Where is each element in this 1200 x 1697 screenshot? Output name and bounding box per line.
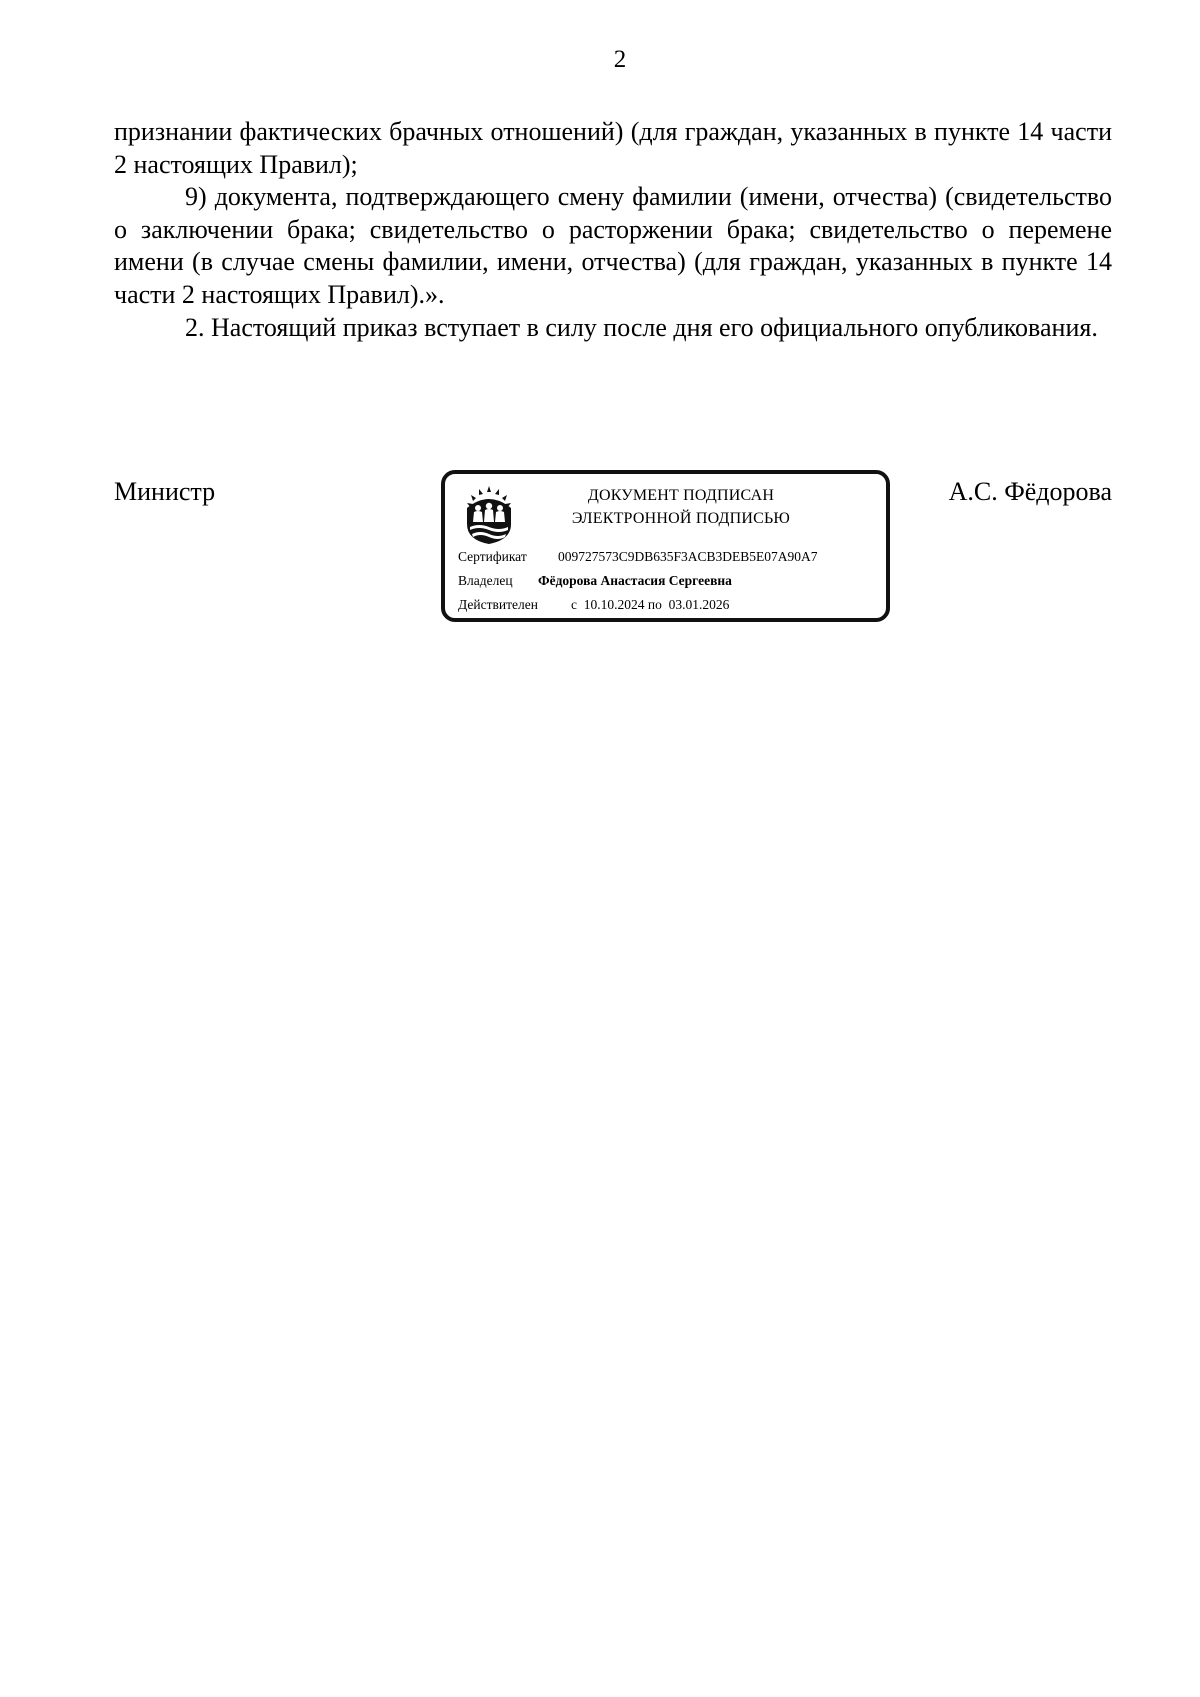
- stamp-owner-row: [458, 572, 732, 590]
- validity-label: Действителен: [458, 597, 538, 612]
- stamp-title-line-1: ДОКУМЕНТ ПОДПИСАН: [587, 487, 775, 504]
- document-body: [114, 116, 1112, 344]
- signature-block: [114, 470, 1112, 630]
- validity-value: с 10.10.2024 по 03.01.2026: [571, 597, 730, 612]
- paragraph-point-2: 2. Настоящий приказ вступает в силу после дня его официального опубликования.: [185, 312, 1098, 342]
- stamp-certificate-row: [458, 548, 818, 566]
- regional-coat-of-arms-icon: [461, 484, 517, 546]
- certificate-value: 009727573C9DB635F3ACB3DEB5E07A90A7: [558, 549, 818, 564]
- electronic-signature-stamp: [441, 470, 890, 622]
- certificate-label: Сертификат: [458, 549, 527, 564]
- stamp-validity-row: [458, 596, 729, 614]
- page-number: 2: [613, 46, 627, 73]
- signer-name: А.С. Фёдорова: [948, 477, 1112, 506]
- owner-label: Владелец: [458, 573, 513, 588]
- stamp-title-line-2: ЭЛЕКТРОННОЙ ПОДПИСЬЮ: [571, 510, 791, 527]
- paragraph-continuation: признании фактических брачных отношений) (для граждан, указанных в пункте 14 части 2 настоящих Правил);: [114, 117, 1112, 179]
- stamp-title: [541, 484, 821, 530]
- paragraph-item-9: 9) документа, подтверждающего смену фамилии (имени, отчества) (свидетельство о заключении брака; свидетельство о расторжении брака; свидетельство о перемене имени (в случае смены фамилии, имени, отчества) (для граждан, указанных в пункте 14 части 2 настоящих Правил).».: [114, 182, 1112, 309]
- owner-value: Фёдорова Анастасия Сергеевна: [538, 573, 732, 588]
- signer-position: Министр: [114, 477, 216, 506]
